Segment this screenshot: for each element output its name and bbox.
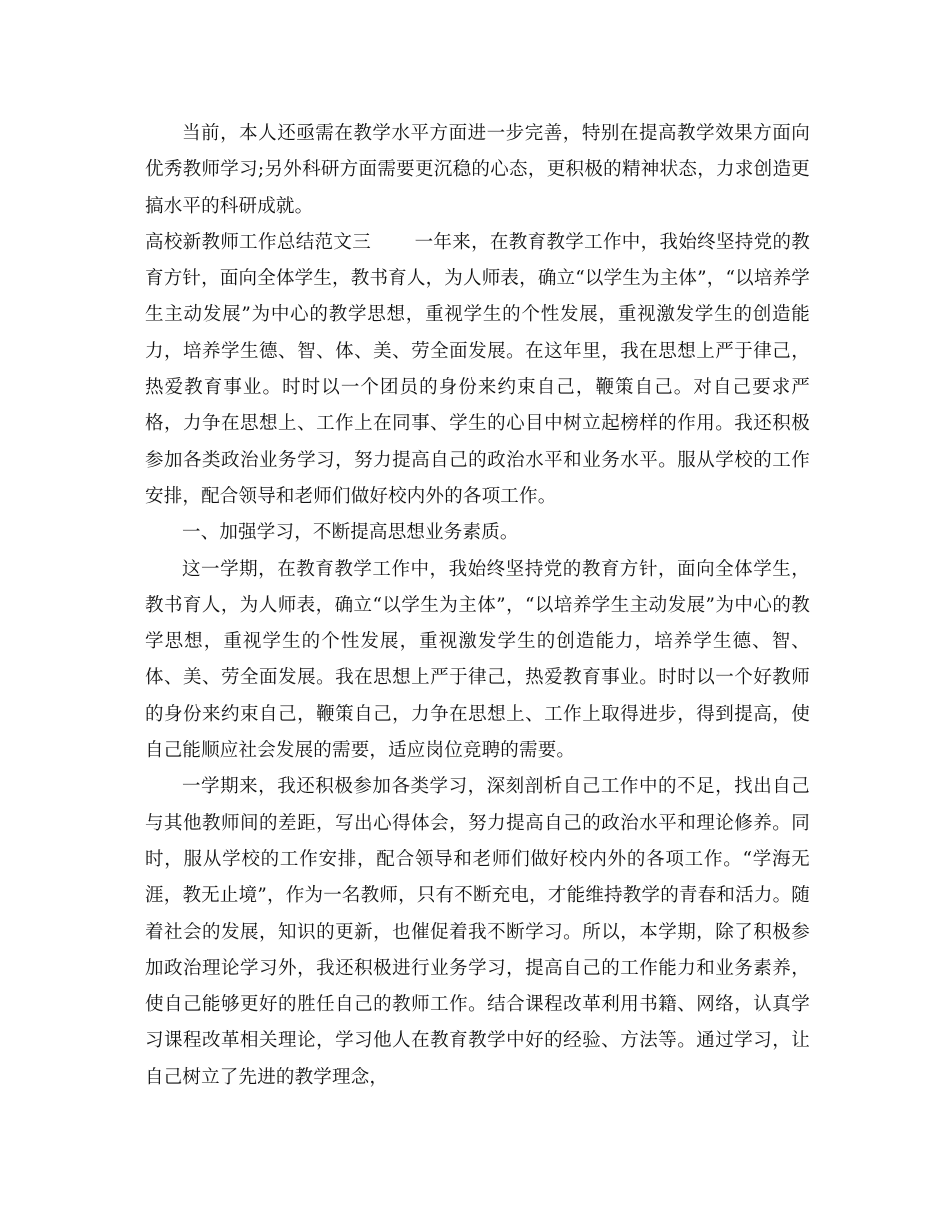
subsection-heading: 一、加强学习，不断提高思想业务素质。 bbox=[182, 522, 519, 544]
paragraph-text: 一年来，在教育教学工作中，我始终坚持党的教育方针，面向全体学生，教书育人，为人师表，确立“以学生为主体”，“以培养学生主动发展”为中心的教学思想，重视学生的个性发展，重视激发学生的创造能力，培养学生德、智、体、美、劳全面发展。在这年里，我在思想上严于律己，热爱教育事业。时时以一个团员的身份来约束自己，鞭策自己。对自己要求严格，力争在思想上、工作上在同事、学生的心目中树立起榜样的作用。我还积极参加各类政治业务学习，努力提高自己的政治水平和业务水平。服从学校的工作安排，配合领导和老师们做好校内外的各项工作。 bbox=[145, 231, 811, 507]
paragraph-learning bbox=[145, 769, 810, 1096]
paragraph-heading-one bbox=[145, 515, 810, 551]
paragraph-text: 这一学期，在教育教学工作中，我始终坚持党的教育方针，面向全体学生，教书育人，为人师表，确立“以学生为主体”，“以培养学生主动发展”为中心的教学思想，重视学生的个性发展，重视激发学生的创造能力，培养学生德、智、体、美、劳全面发展。我在思想上严于律己，热爱教育事业。时时以一个好教师的身份来约束自己，鞭策自己，力争在思想上、工作上取得进步，得到提高，使自己能顺应社会发展的需要，适应岗位竞聘的需要。 bbox=[145, 558, 810, 762]
document-body bbox=[145, 116, 810, 1096]
paragraph-intro bbox=[145, 116, 810, 225]
paragraph-text: 一学期来，我还积极参加各类学习，深刻剖析自己工作中的不足，找出自己与其他教师间的差距，写出心得体会，努力提高自己的政治水平和理论修养。同时，服从学校的工作安排，配合领导和老师们做好校内外的各项工作。“学海无涯，教无止境”，作为一名教师，只有不断充电，才能维持教学的青春和活力。随着社会的发展，知识的更新，也催促着我不断学习。所以，本学期，除了积极参加政治理论学习外，我还积极进行业务学习，提高自己的工作能力和业务素养，使自己能够更好的胜任自己的教师工作。结合课程改革利用书籍、网络，认真学习课程改革相关理论，学习他人在教育教学中好的经验、方法等。通过学习，让自己树立了先进的教学理念， bbox=[145, 776, 810, 1088]
paragraph-section-three bbox=[145, 225, 810, 515]
title-gap bbox=[371, 232, 415, 253]
paragraph-semester bbox=[145, 552, 810, 770]
section-title: 高校新教师工作总结范文三 bbox=[145, 231, 372, 253]
paragraph-text: 当前，本人还亟需在教学水平方面进一步完善，特别在提高教学效果方面向优秀教师学习;另外科研方面需要更沉稳的心态，更积极的精神状态，力求创造更搞水平的科研成就。 bbox=[145, 123, 810, 217]
